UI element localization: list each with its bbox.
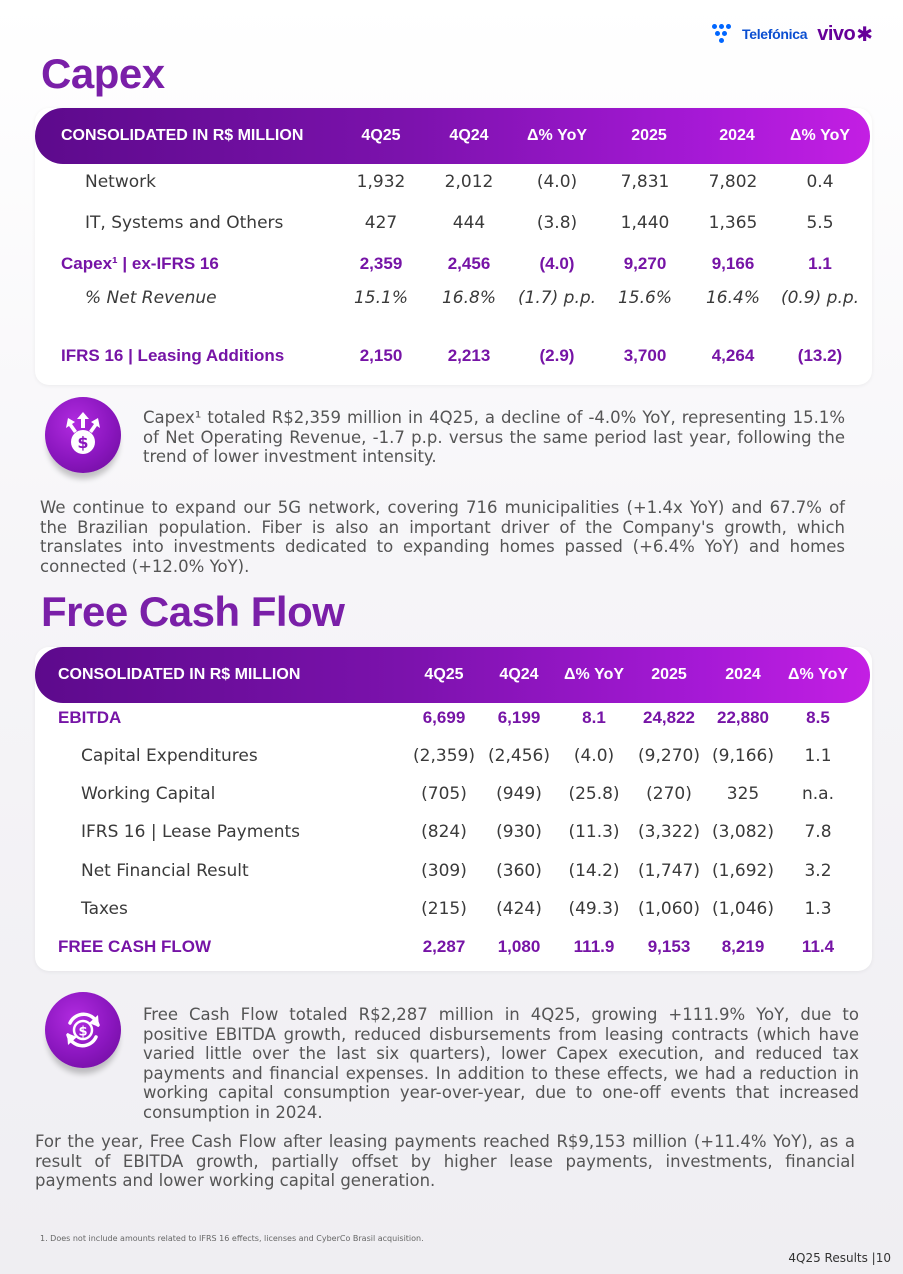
cell: 2,213 (447, 346, 491, 365)
capex-col-label: CONSOLIDATED IN R$ MILLION (61, 127, 304, 144)
capex-col-4q24: 4Q24 (449, 127, 489, 144)
cell: 111.9 (573, 937, 615, 956)
cell: n.a. (802, 784, 834, 804)
cell: 1.1 (808, 254, 832, 273)
cell: 444 (452, 213, 486, 233)
capex-table-header (35, 108, 870, 164)
row-label: % Net Revenue (85, 288, 217, 308)
capex-title: Capex (41, 50, 165, 97)
cell: (1.7) p.p. (517, 288, 597, 308)
cell: 1,365 (708, 213, 758, 233)
fcf-table (35, 647, 872, 971)
row-label: IT, Systems and Others (85, 213, 284, 233)
capex-col-4q25: 4Q25 (361, 127, 401, 144)
brand-logos (712, 22, 873, 46)
cell: (215) (421, 899, 467, 919)
cell: (2,359) (413, 746, 475, 766)
cell: 7,831 (620, 172, 670, 192)
cell: (13.2) (797, 346, 843, 365)
table-row (35, 779, 872, 809)
cell: 8.5 (806, 708, 830, 727)
cell: (2,456) (488, 746, 550, 766)
svg-text:$: $ (78, 1024, 88, 1040)
row-label: Working Capital (81, 784, 216, 804)
cell: 2,150 (359, 346, 403, 365)
cell: 0.4 (806, 172, 834, 192)
capex-paragraph: We continue to expand our 5G network, covering 716 municipalities (+1.4x YoY) and 67.7% of the Brazilian population. Fiber is also an important driver of the Company's growth, which translates into investments dedicated to expanding homes passed (+6.4% YoY) and homes connected (+12.0% YoY). (40, 498, 845, 576)
cell: 2,012 (444, 172, 494, 192)
cell: (309) (421, 861, 467, 881)
fcf-col-label: CONSOLIDATED IN R$ MILLION (58, 666, 301, 683)
cell: (705) (421, 784, 467, 804)
cell: 6,199 (497, 708, 541, 727)
page-number: 4Q25 Results |10 (788, 1251, 891, 1265)
cell: 1.1 (804, 746, 832, 766)
cell: 2,287 (422, 937, 466, 956)
cell: (0.9) p.p. (780, 288, 860, 308)
fcf-col-2024: 2024 (725, 666, 761, 683)
capex-col-2025: 2025 (631, 127, 667, 144)
fcf-col-yoy-y: Δ% YoY (787, 666, 849, 683)
table-row-total (35, 341, 872, 371)
row-label: Capital Expenditures (81, 746, 258, 766)
cell: (3.8) (536, 213, 578, 233)
cell: 1,932 (356, 172, 406, 192)
cell: (824) (421, 822, 467, 842)
capex-col-2024: 2024 (719, 127, 755, 144)
cell: 11.4 (801, 937, 835, 956)
cell: (1,747) (638, 861, 700, 881)
cell: 24,822 (643, 708, 695, 727)
cell: (949) (496, 784, 542, 804)
cell: 3.2 (804, 861, 832, 881)
cell: (4.0) (573, 746, 615, 766)
cell: 9,270 (623, 254, 667, 273)
cell: 9,166 (711, 254, 755, 273)
fcf-table-header (35, 647, 870, 703)
cell: 6,699 (422, 708, 466, 727)
cell: 7.8 (804, 822, 832, 842)
cell: 9,153 (647, 937, 691, 956)
fcf-col-4q25: 4Q25 (424, 666, 464, 683)
fcf-col-yoy-q: Δ% YoY (563, 666, 625, 683)
capex-table (35, 108, 872, 385)
cell: 8,219 (721, 937, 765, 956)
fcf-callout-text: Free Cash Flow totaled R$2,287 million in 4Q25, growing +111.9% YoY, due to positive EBITDA growth, reduced disbursements from leasing contracts (which have varied little over the last six quarters), lower Capex execution, and reduced tax payments and financial expenses. In addition to these effects, we had a reduction in working capital consumption year-over-year, due to one-off events that increased consumption in 2024. (143, 1005, 859, 1122)
row-label: IFRS 16 | Lease Payments (81, 822, 301, 842)
table-row (35, 167, 872, 197)
table-row-total (35, 703, 872, 733)
capex-col-yoy-q: Δ% YoY (526, 127, 588, 144)
row-label: FREE CASH FLOW (58, 937, 211, 956)
fcf-col-2025: 2025 (651, 666, 687, 683)
capex-col-yoy-y: Δ% YoY (789, 127, 851, 144)
row-label: Net Financial Result (81, 861, 249, 881)
cell: 1,080 (497, 937, 541, 956)
cell: (1,046) (712, 899, 774, 919)
fcf-paragraph: For the year, Free Cash Flow after leasing payments reached R$9,153 million (+11.4% YoY), as a result of EBITDA growth, partially offset by higher lease payments, investments, financial payments and lower working capital generation. (35, 1132, 855, 1191)
cell: 427 (364, 213, 398, 233)
cell: (2.9) (539, 346, 575, 365)
telefonica-logo-text: Telefónica (742, 26, 808, 42)
cell: 15.6% (617, 288, 673, 308)
telefonica-dots-icon (712, 23, 732, 45)
table-row (35, 741, 872, 771)
cell: (3,082) (712, 822, 774, 842)
cell: (14.2) (568, 861, 620, 881)
cell: 15.1% (353, 288, 409, 308)
cell: 1,440 (620, 213, 670, 233)
row-label: Taxes (81, 899, 128, 919)
table-row-total (35, 932, 872, 962)
vivo-star-icon: ✱ (856, 22, 873, 46)
cell: (1,692) (712, 861, 774, 881)
cell: 1.3 (804, 899, 832, 919)
capex-callout-text: Capex¹ totaled R$2,359 million in 4Q25, a decline of -4.0% YoY, representing 15.1% of Net Operating Revenue, -1.7 p.p. versus the same period last year, following the trend of lower investment intensity. (143, 408, 845, 467)
cell: (11.3) (568, 822, 620, 842)
row-label: IFRS 16 | Leasing Additions (61, 346, 285, 365)
fcf-title: Free Cash Flow (41, 588, 345, 635)
cell: (270) (646, 784, 692, 804)
cell: 2,456 (447, 254, 491, 273)
cell: 4,264 (711, 346, 755, 365)
cell: (930) (496, 822, 542, 842)
table-row-total (35, 249, 872, 279)
cell: 5.5 (806, 213, 834, 233)
cell: (49.3) (568, 899, 620, 919)
cell: (4.0) (536, 172, 578, 192)
cell: 7,802 (708, 172, 758, 192)
table-row (35, 856, 872, 886)
row-label: Network (85, 172, 156, 192)
cell: 16.4% (705, 288, 761, 308)
cell: (424) (496, 899, 542, 919)
table-row (35, 894, 872, 924)
investment-arrows-icon (45, 397, 121, 473)
cell: 22,880 (717, 708, 769, 727)
cell: (9,270) (638, 746, 700, 766)
table-row (35, 283, 872, 313)
cell: 325 (726, 784, 760, 804)
cell: (1,060) (638, 899, 700, 919)
fcf-col-4q24: 4Q24 (499, 666, 539, 683)
cell: (4.0) (539, 254, 575, 273)
cell: 8.1 (582, 708, 606, 727)
vivo-logo-text: vivo (817, 22, 856, 45)
table-row (35, 817, 872, 847)
cell: 16.8% (441, 288, 497, 308)
cash-cycle-icon (45, 992, 121, 1068)
cell: (25.8) (568, 784, 620, 804)
row-label: Capex¹ | ex-IFRS 16 (61, 254, 219, 273)
row-label: EBITDA (58, 708, 122, 727)
table-row (35, 208, 872, 238)
footnote: 1. Does not include amounts related to IFRS 16 effects, licenses and CyberCo Brasil acquisition. (40, 1234, 424, 1243)
cell: 2,359 (359, 254, 403, 273)
cell: (360) (496, 861, 542, 881)
cell: 3,700 (623, 346, 667, 365)
cell: (9,166) (712, 746, 774, 766)
cell: (3,322) (638, 822, 700, 842)
svg-text:$: $ (77, 433, 89, 452)
